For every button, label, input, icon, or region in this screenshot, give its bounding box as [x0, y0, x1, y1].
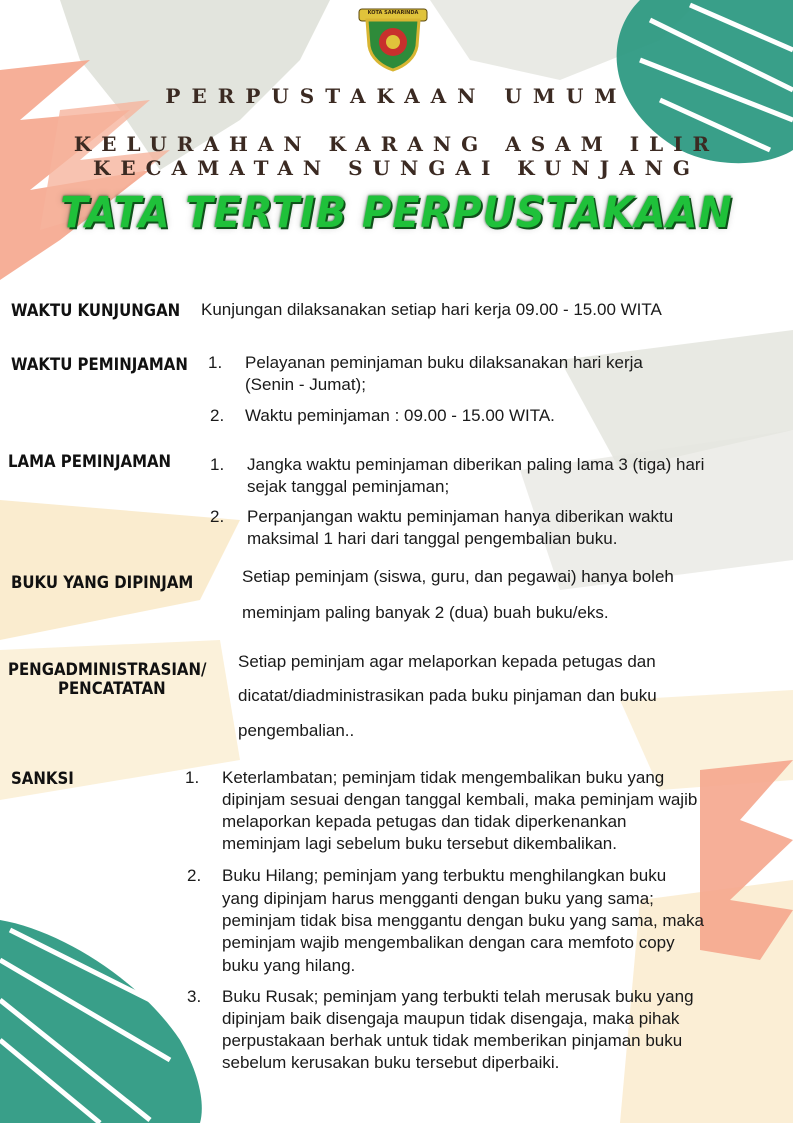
kecamatan-name: KECAMATAN SUNGAI KUNJANG: [93, 156, 700, 180]
list-item-line: sebelum kerusakan buku tersebut diperbaiki.: [222, 1053, 560, 1072]
text-pengadministrasian-3: pengembalian..: [238, 721, 355, 740]
list-number: 3.: [187, 987, 202, 1006]
list-item-line: Buku Rusak; peminjam yang terbukti telah merusak buku yang: [222, 987, 694, 1006]
kelurahan-name: KELURAHAN KARANG ASAM ILIR: [73, 132, 720, 156]
list-item-line: peminjam wajib mengembalikan dengan cara memfoto copy: [222, 933, 675, 952]
list-number: 2.: [210, 507, 225, 526]
text-buku-dipinjam-2: meminjam paling banyak 2 (dua) buah buku/eks.: [242, 603, 609, 622]
list-number: 1.: [185, 768, 200, 787]
list-number: 1.: [208, 353, 223, 372]
label-sanksi: SANKSI: [11, 769, 74, 789]
label-buku-dipinjam: BUKU YANG DIPINJAM: [11, 573, 194, 593]
text-pengadministrasian-2: dicatat/diadministrasikan pada buku pinjaman dan buku: [238, 686, 657, 705]
list-item-line: Perpanjangan waktu peminjaman hanya diberikan waktu: [247, 507, 674, 526]
label-pencatatan: PENCATATAN: [58, 679, 166, 699]
leaf-bottom-left: [0, 920, 202, 1123]
list-item-line: peminjam tidak bisa menggantu dengan buku yang sama, maka: [222, 911, 704, 930]
page-title: TATA TERTIB PERPUSTAKAAN: [60, 188, 733, 238]
city-logo: [357, 6, 429, 72]
label-waktu-kunjungan: WAKTU KUNJUNGAN: [11, 301, 181, 321]
list-item-line: buku yang hilang.: [222, 956, 356, 975]
list-item-line: maksimal 1 hari dari tanggal pengembalian buku.: [247, 529, 618, 548]
list-number: 2.: [210, 406, 225, 425]
list-item-line: Waktu peminjaman : 09.00 - 15.00 WITA.: [245, 406, 555, 425]
list-item-line: melaporkan kepada petugas dan tidak diperkenankan: [222, 812, 627, 831]
text-buku-dipinjam-1: Setiap peminjam (siswa, guru, dan pegawai) hanya boleh: [242, 567, 674, 586]
label-waktu-peminjaman: WAKTU PEMINJAMAN: [11, 355, 188, 375]
list-item-line: yang dipinjam harus mengganti dengan buku yang sama;: [222, 889, 654, 908]
list-item-line: Jangka waktu peminjaman diberikan paling lama 3 (tiga) hari: [247, 455, 705, 474]
list-item-line: dipinjam baik disengaja maupun tidak disengaja, maka pihak: [222, 1009, 680, 1028]
list-item-line: meminjam lagi sebelum buku tersebut dikembalikan.: [222, 834, 617, 853]
library-name: PERPUSTAKAAN UMUM: [165, 84, 628, 108]
list-item-line: Pelayanan peminjaman buku dilaksanakan hari kerja: [245, 353, 643, 372]
list-item-line: dipinjam sesuai dengan tanggal kembali, maka peminjam wajib: [222, 790, 698, 809]
text-waktu-kunjungan: Kunjungan dilaksanakan setiap hari kerja 09.00 - 15.00 WITA: [201, 300, 662, 319]
list-item-line: (Senin - Jumat);: [245, 375, 366, 394]
label-lama-peminjaman: LAMA PEMINJAMAN: [8, 452, 172, 472]
text-pengadministrasian-1: Setiap peminjam agar melaporkan kepada petugas dan: [238, 652, 656, 671]
logo-text: KOTA SAMARINDA: [367, 10, 419, 16]
list-item-line: sejak tanggal peminjaman;: [247, 477, 450, 496]
list-item-line: Buku Hilang; peminjam yang terbuktu menghilangkan buku: [222, 866, 667, 885]
list-item-line: perpustakaan berhak untuk tidak memberikan pinjaman buku: [222, 1031, 683, 1050]
list-number: 2.: [187, 866, 202, 885]
list-number: 1.: [210, 455, 225, 474]
list-item-line: Keterlambatan; peminjam tidak mengembalikan buku yang: [222, 768, 665, 787]
label-pengadministrasian: PENGADMINISTRASIAN/: [8, 660, 207, 680]
